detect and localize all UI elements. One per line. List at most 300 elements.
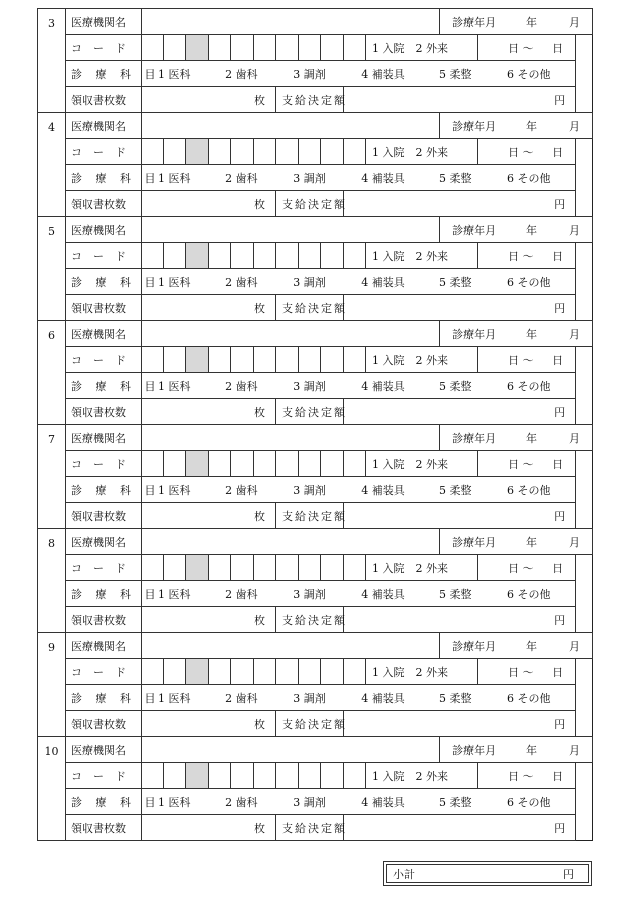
subject-label: 診 療 科 目 bbox=[66, 165, 142, 191]
subject-option[interactable]: 3 調剤 bbox=[293, 795, 326, 809]
treatment-month-field[interactable] bbox=[440, 321, 593, 347]
subject-label: 診 療 科 目 bbox=[66, 789, 142, 815]
entry-block bbox=[37, 8, 593, 113]
institution-field[interactable] bbox=[142, 321, 440, 347]
amount-label: 支給決定額 bbox=[276, 295, 344, 321]
subject-option[interactable]: 3 調剤 bbox=[293, 67, 326, 81]
yen-unit: 円 bbox=[554, 613, 566, 627]
subject-label: 診 療 科 目 bbox=[66, 477, 142, 503]
day-from-label: 日 〜 bbox=[508, 457, 534, 471]
subject-options bbox=[142, 165, 576, 191]
subject-option[interactable]: 6 その他 bbox=[507, 691, 551, 705]
amount-label: 支給決定額 bbox=[276, 191, 344, 217]
code-digit-cell[interactable] bbox=[186, 659, 209, 685]
subject-option[interactable]: 5 柔整 bbox=[438, 691, 472, 705]
subject-option[interactable]: 3 調剤 bbox=[293, 587, 326, 601]
code-digit-cell[interactable] bbox=[344, 347, 366, 373]
entry-block bbox=[37, 216, 593, 321]
day-to-label: 日 bbox=[552, 457, 564, 471]
code-digit-cell[interactable] bbox=[321, 659, 344, 685]
receipts-count-field[interactable] bbox=[142, 399, 276, 425]
day-range-field[interactable] bbox=[478, 763, 576, 789]
code-digit-cell[interactable] bbox=[276, 555, 299, 581]
month-label: 月 bbox=[569, 223, 580, 237]
subject-option[interactable]: 3 調剤 bbox=[293, 379, 326, 393]
code-digit-cell[interactable] bbox=[344, 139, 366, 165]
institution-label: 医療機関名 bbox=[66, 425, 142, 451]
code-digit-cell[interactable] bbox=[276, 763, 299, 789]
code-digit-cell[interactable] bbox=[276, 35, 299, 61]
institution-field[interactable] bbox=[142, 633, 440, 659]
inpatient-outpatient-option[interactable]: 1 入院 2 外来 bbox=[366, 35, 478, 61]
subtotal-unit: 円 bbox=[563, 867, 574, 881]
code-digit-cell[interactable] bbox=[231, 659, 254, 685]
code-label: コ ー ド bbox=[66, 243, 142, 269]
subtotal-label: 小計 bbox=[393, 867, 415, 881]
receipts-label: 領収書枚数 bbox=[66, 295, 142, 321]
subject-option[interactable]: 2 歯科 bbox=[225, 275, 258, 289]
code-digit-cell[interactable] bbox=[164, 347, 186, 373]
code-digit-cell[interactable] bbox=[186, 139, 209, 165]
code-digit-cell[interactable] bbox=[276, 451, 299, 477]
code-digit-cell[interactable] bbox=[254, 243, 276, 269]
institution-field[interactable] bbox=[142, 113, 440, 139]
code-label: コ ー ド bbox=[66, 555, 142, 581]
subject-option[interactable]: 6 その他 bbox=[507, 795, 551, 809]
month-label: 月 bbox=[569, 535, 580, 549]
code-digit-cell[interactable] bbox=[344, 659, 366, 685]
day-from-label: 日 〜 bbox=[508, 353, 534, 367]
receipts-count-field[interactable] bbox=[142, 815, 276, 841]
amount-label: 支給決定額 bbox=[276, 399, 344, 425]
code-digit-cell[interactable] bbox=[142, 555, 164, 581]
code-digit-cell[interactable] bbox=[276, 243, 299, 269]
day-from-label: 日 〜 bbox=[508, 145, 534, 159]
subject-option[interactable]: 2 歯科 bbox=[225, 379, 258, 393]
subject-option[interactable]: 5 柔整 bbox=[438, 587, 472, 601]
code-digit-cell[interactable] bbox=[344, 555, 366, 581]
institution-field[interactable] bbox=[142, 529, 440, 555]
code-digit-cell[interactable] bbox=[276, 347, 299, 373]
subject-label: 診 療 科 目 bbox=[66, 269, 142, 295]
amount-label: 支給決定額 bbox=[276, 711, 344, 737]
subject-options bbox=[142, 477, 576, 503]
code-label: コ ー ド bbox=[66, 347, 142, 373]
subject-option[interactable]: 4 補装具 bbox=[361, 587, 405, 601]
subject-option[interactable]: 3 調剤 bbox=[293, 171, 326, 185]
code-digit-cell[interactable] bbox=[321, 35, 344, 61]
entry-block bbox=[37, 424, 593, 529]
day-to-label: 日 bbox=[552, 561, 564, 575]
receipts-count-field[interactable] bbox=[142, 87, 276, 113]
code-digit-cell[interactable] bbox=[344, 35, 366, 61]
subject-option[interactable]: 5 柔整 bbox=[438, 795, 472, 809]
month-label: 月 bbox=[569, 639, 580, 653]
code-digit-cell[interactable] bbox=[231, 451, 254, 477]
institution-field[interactable] bbox=[142, 425, 440, 451]
institution-label: 医療機関名 bbox=[66, 9, 142, 35]
code-digit-cell[interactable] bbox=[254, 139, 276, 165]
amount-label: 支給決定額 bbox=[276, 607, 344, 633]
code-label: コ ー ド bbox=[66, 763, 142, 789]
receipts-count-field[interactable] bbox=[142, 191, 276, 217]
subject-option[interactable]: 1 医科 bbox=[158, 483, 191, 497]
subject-options bbox=[142, 61, 576, 87]
yen-unit: 円 bbox=[554, 821, 566, 835]
code-digit-cell[interactable] bbox=[186, 243, 209, 269]
day-range-field[interactable] bbox=[478, 451, 576, 477]
inpatient-outpatient-option[interactable]: 1 入院 2 外来 bbox=[366, 139, 478, 165]
subject-option[interactable]: 2 歯科 bbox=[225, 483, 258, 497]
code-digit-cell[interactable] bbox=[164, 35, 186, 61]
year-label: 年 bbox=[526, 639, 537, 653]
subject-option[interactable]: 2 歯科 bbox=[225, 171, 258, 185]
entry-block bbox=[37, 736, 593, 841]
institution-field[interactable] bbox=[142, 217, 440, 243]
code-digit-cell[interactable] bbox=[299, 763, 321, 789]
month-label: 月 bbox=[569, 431, 580, 445]
treatment-month-field[interactable] bbox=[440, 633, 593, 659]
subject-option[interactable]: 1 医科 bbox=[158, 691, 191, 705]
yen-unit: 円 bbox=[554, 93, 566, 107]
treatment-month-label: 診療年月 bbox=[452, 639, 497, 653]
code-digit-cell[interactable] bbox=[142, 139, 164, 165]
year-label: 年 bbox=[526, 431, 537, 445]
subject-option[interactable]: 4 補装具 bbox=[361, 691, 405, 705]
amount-field[interactable] bbox=[344, 815, 576, 841]
entry-block bbox=[37, 632, 593, 737]
treatment-month-label: 診療年月 bbox=[452, 15, 497, 29]
subject-option[interactable]: 6 その他 bbox=[507, 379, 551, 393]
amount-field[interactable] bbox=[344, 711, 576, 737]
subject-option[interactable]: 3 調剤 bbox=[293, 691, 326, 705]
subject-options bbox=[142, 685, 576, 711]
code-digit-cell[interactable] bbox=[209, 139, 231, 165]
subject-option[interactable]: 1 医科 bbox=[158, 587, 191, 601]
code-digit-cell[interactable] bbox=[186, 451, 209, 477]
day-range-field[interactable] bbox=[478, 347, 576, 373]
subject-option[interactable]: 6 その他 bbox=[507, 275, 551, 289]
day-range-field[interactable] bbox=[478, 139, 576, 165]
treatment-month-field[interactable] bbox=[440, 737, 593, 763]
subject-options bbox=[142, 373, 576, 399]
subject-option[interactable]: 1 医科 bbox=[158, 275, 191, 289]
code-digit-cell[interactable] bbox=[231, 139, 254, 165]
treatment-month-label: 診療年月 bbox=[452, 327, 497, 341]
code-digit-cell[interactable] bbox=[164, 659, 186, 685]
code-digit-cell[interactable] bbox=[254, 659, 276, 685]
subject-option[interactable]: 5 柔整 bbox=[438, 67, 472, 81]
code-digit-cell[interactable] bbox=[164, 243, 186, 269]
treatment-month-field[interactable] bbox=[440, 9, 593, 35]
code-digit-cell[interactable] bbox=[231, 243, 254, 269]
institution-label: 医療機関名 bbox=[66, 217, 142, 243]
code-label: コ ー ド bbox=[66, 451, 142, 477]
block-number: 7 bbox=[38, 425, 66, 529]
code-digit-cell[interactable] bbox=[344, 243, 366, 269]
year-label: 年 bbox=[526, 535, 537, 549]
month-label: 月 bbox=[569, 327, 580, 341]
code-digit-cell[interactable] bbox=[254, 35, 276, 61]
treatment-month-field[interactable] bbox=[440, 529, 593, 555]
receipts-label: 領収書枚数 bbox=[66, 399, 142, 425]
institution-field[interactable] bbox=[142, 9, 440, 35]
subject-option[interactable]: 3 調剤 bbox=[293, 483, 326, 497]
code-digit-cell[interactable] bbox=[186, 555, 209, 581]
treatment-month-label: 診療年月 bbox=[452, 223, 497, 237]
amount-field[interactable] bbox=[344, 191, 576, 217]
code-label: コ ー ド bbox=[66, 35, 142, 61]
code-digit-cell[interactable] bbox=[164, 451, 186, 477]
code-digit-cell[interactable] bbox=[321, 763, 344, 789]
code-digit-cell[interactable] bbox=[186, 35, 209, 61]
subject-option[interactable]: 5 柔整 bbox=[438, 483, 472, 497]
subject-label: 診 療 科 目 bbox=[66, 581, 142, 607]
code-digit-cell[interactable] bbox=[299, 555, 321, 581]
amount-label: 支給決定額 bbox=[276, 87, 344, 113]
institution-label: 医療機関名 bbox=[66, 633, 142, 659]
subject-option[interactable]: 1 医科 bbox=[158, 379, 191, 393]
entry-block bbox=[37, 528, 593, 633]
receipts-label: 領収書枚数 bbox=[66, 815, 142, 841]
entry-block bbox=[37, 320, 593, 425]
receipts-count-field[interactable] bbox=[142, 607, 276, 633]
amount-field[interactable] bbox=[344, 295, 576, 321]
code-digit-cell[interactable] bbox=[142, 243, 164, 269]
day-from-label: 日 〜 bbox=[508, 561, 534, 575]
institution-field[interactable] bbox=[142, 737, 440, 763]
subject-option[interactable]: 6 その他 bbox=[507, 483, 551, 497]
code-digit-cell[interactable] bbox=[344, 451, 366, 477]
day-range-field[interactable] bbox=[478, 555, 576, 581]
sheets-unit: 枚 bbox=[254, 405, 265, 419]
day-to-label: 日 bbox=[552, 249, 564, 263]
code-digit-cell[interactable] bbox=[164, 763, 186, 789]
subject-option[interactable]: 4 補装具 bbox=[361, 275, 405, 289]
block-number: 6 bbox=[38, 321, 66, 425]
code-digit-cell[interactable] bbox=[299, 451, 321, 477]
subject-option[interactable]: 4 補装具 bbox=[361, 795, 405, 809]
code-digit-cell[interactable] bbox=[321, 347, 344, 373]
inpatient-outpatient-option[interactable]: 1 入院 2 外来 bbox=[366, 243, 478, 269]
code-digit-cell[interactable] bbox=[276, 139, 299, 165]
code-digit-cell[interactable] bbox=[299, 35, 321, 61]
subject-option[interactable]: 5 柔整 bbox=[438, 171, 472, 185]
receipts-label: 領収書枚数 bbox=[66, 607, 142, 633]
code-digit-cell[interactable] bbox=[321, 243, 344, 269]
code-label: コ ー ド bbox=[66, 139, 142, 165]
code-digit-cell[interactable] bbox=[231, 555, 254, 581]
inpatient-outpatient-option[interactable]: 1 入院 2 外来 bbox=[366, 763, 478, 789]
yen-unit: 円 bbox=[554, 301, 566, 315]
amount-field[interactable] bbox=[344, 87, 576, 113]
amount-label: 支給決定額 bbox=[276, 503, 344, 529]
day-from-label: 日 〜 bbox=[508, 41, 534, 55]
treatment-month-label: 診療年月 bbox=[452, 431, 497, 445]
code-digit-cell[interactable] bbox=[321, 139, 344, 165]
day-to-label: 日 bbox=[552, 769, 564, 783]
subject-option[interactable]: 4 補装具 bbox=[361, 171, 405, 185]
yen-unit: 円 bbox=[554, 197, 566, 211]
institution-label: 医療機関名 bbox=[66, 113, 142, 139]
subject-option[interactable]: 4 補装具 bbox=[361, 483, 405, 497]
receipts-label: 領収書枚数 bbox=[66, 87, 142, 113]
code-digit-cell[interactable] bbox=[142, 659, 164, 685]
subject-options bbox=[142, 789, 576, 815]
day-from-label: 日 〜 bbox=[508, 249, 534, 263]
code-digit-cell[interactable] bbox=[142, 451, 164, 477]
inpatient-outpatient-option[interactable]: 1 入院 2 外来 bbox=[366, 555, 478, 581]
code-digit-cell[interactable] bbox=[164, 139, 186, 165]
block-number: 3 bbox=[38, 9, 66, 113]
code-digit-cell[interactable] bbox=[186, 763, 209, 789]
day-from-label: 日 〜 bbox=[508, 769, 534, 783]
amount-field[interactable] bbox=[344, 607, 576, 633]
code-digit-cell[interactable] bbox=[186, 347, 209, 373]
code-digit-cell[interactable] bbox=[209, 555, 231, 581]
code-digit-cell[interactable] bbox=[142, 347, 164, 373]
treatment-month-field[interactable] bbox=[440, 113, 593, 139]
subject-option[interactable]: 1 医科 bbox=[158, 795, 191, 809]
subtotal-box bbox=[383, 861, 592, 886]
receipts-count-field[interactable] bbox=[142, 711, 276, 737]
yen-unit: 円 bbox=[554, 405, 566, 419]
code-digit-cell[interactable] bbox=[209, 659, 231, 685]
day-from-label: 日 〜 bbox=[508, 665, 534, 679]
sheets-unit: 枚 bbox=[254, 509, 265, 523]
institution-label: 医療機関名 bbox=[66, 737, 142, 763]
code-digit-cell[interactable] bbox=[209, 347, 231, 373]
code-digit-cell[interactable] bbox=[344, 763, 366, 789]
day-range-field[interactable] bbox=[478, 243, 576, 269]
receipts-label: 領収書枚数 bbox=[66, 191, 142, 217]
day-range-field[interactable] bbox=[478, 659, 576, 685]
code-digit-cell[interactable] bbox=[254, 347, 276, 373]
institution-label: 医療機関名 bbox=[66, 529, 142, 555]
subject-option[interactable]: 1 医科 bbox=[158, 171, 191, 185]
code-digit-cell[interactable] bbox=[231, 763, 254, 789]
receipts-label: 領収書枚数 bbox=[66, 711, 142, 737]
sheets-unit: 枚 bbox=[254, 301, 265, 315]
day-to-label: 日 bbox=[552, 145, 564, 159]
subject-option[interactable]: 2 歯科 bbox=[225, 691, 258, 705]
inpatient-outpatient-option[interactable]: 1 入院 2 外来 bbox=[366, 347, 478, 373]
block-number: 10 bbox=[38, 737, 66, 841]
subject-option[interactable]: 3 調剤 bbox=[293, 275, 326, 289]
month-label: 月 bbox=[569, 119, 580, 133]
receipts-label: 領収書枚数 bbox=[66, 503, 142, 529]
code-digit-cell[interactable] bbox=[276, 659, 299, 685]
code-digit-cell[interactable] bbox=[142, 763, 164, 789]
subject-option[interactable]: 5 柔整 bbox=[438, 379, 472, 393]
block-number: 9 bbox=[38, 633, 66, 737]
year-label: 年 bbox=[526, 119, 537, 133]
treatment-month-label: 診療年月 bbox=[452, 119, 497, 133]
subject-option[interactable]: 6 その他 bbox=[507, 171, 551, 185]
sheets-unit: 枚 bbox=[254, 197, 265, 211]
amount-field[interactable] bbox=[344, 399, 576, 425]
sheets-unit: 枚 bbox=[254, 613, 265, 627]
subject-option[interactable]: 2 歯科 bbox=[225, 67, 258, 81]
treatment-month-label: 診療年月 bbox=[452, 535, 497, 549]
code-digit-cell[interactable] bbox=[299, 243, 321, 269]
treatment-month-label: 診療年月 bbox=[452, 743, 497, 757]
day-range-field[interactable] bbox=[478, 35, 576, 61]
inpatient-outpatient-option[interactable]: 1 入院 2 外来 bbox=[366, 659, 478, 685]
code-digit-cell[interactable] bbox=[231, 347, 254, 373]
code-digit-cell[interactable] bbox=[254, 451, 276, 477]
subject-option[interactable]: 4 補装具 bbox=[361, 379, 405, 393]
entry-block bbox=[37, 112, 593, 217]
code-digit-cell[interactable] bbox=[254, 763, 276, 789]
sheets-unit: 枚 bbox=[254, 717, 265, 731]
year-label: 年 bbox=[526, 223, 537, 237]
yen-unit: 円 bbox=[554, 509, 566, 523]
code-digit-cell[interactable] bbox=[299, 659, 321, 685]
subject-label: 診 療 科 目 bbox=[66, 685, 142, 711]
code-digit-cell[interactable] bbox=[209, 451, 231, 477]
subject-options bbox=[142, 581, 576, 607]
yen-unit: 円 bbox=[554, 717, 566, 731]
subject-option[interactable]: 6 その他 bbox=[507, 587, 551, 601]
institution-label: 医療機関名 bbox=[66, 321, 142, 347]
day-to-label: 日 bbox=[552, 665, 564, 679]
sheets-unit: 枚 bbox=[254, 821, 265, 835]
treatment-month-field[interactable] bbox=[440, 217, 593, 243]
day-to-label: 日 bbox=[552, 41, 564, 55]
subject-option[interactable]: 4 補装具 bbox=[361, 67, 405, 81]
code-digit-cell[interactable] bbox=[142, 35, 164, 61]
code-digit-cell[interactable] bbox=[299, 139, 321, 165]
subject-option[interactable]: 2 歯科 bbox=[225, 795, 258, 809]
block-number: 4 bbox=[38, 113, 66, 217]
receipts-count-field[interactable] bbox=[142, 503, 276, 529]
sheets-unit: 枚 bbox=[254, 93, 265, 107]
amount-label: 支給決定額 bbox=[276, 815, 344, 841]
code-digit-cell[interactable] bbox=[209, 243, 231, 269]
code-digit-cell[interactable] bbox=[299, 347, 321, 373]
month-label: 月 bbox=[569, 15, 580, 29]
receipts-count-field[interactable] bbox=[142, 295, 276, 321]
subject-option[interactable]: 6 その他 bbox=[507, 67, 551, 81]
subject-label: 診 療 科 目 bbox=[66, 373, 142, 399]
year-label: 年 bbox=[526, 15, 537, 29]
code-digit-cell[interactable] bbox=[209, 35, 231, 61]
year-label: 年 bbox=[526, 743, 537, 757]
subject-option[interactable]: 5 柔整 bbox=[438, 275, 472, 289]
code-digit-cell[interactable] bbox=[209, 763, 231, 789]
year-label: 年 bbox=[526, 327, 537, 341]
code-digit-cell[interactable] bbox=[231, 35, 254, 61]
subject-options bbox=[142, 269, 576, 295]
block-number: 8 bbox=[38, 529, 66, 633]
subject-option[interactable]: 1 医科 bbox=[158, 67, 191, 81]
inpatient-outpatient-option[interactable]: 1 入院 2 外来 bbox=[366, 451, 478, 477]
code-digit-cell[interactable] bbox=[254, 555, 276, 581]
subject-label: 診 療 科 目 bbox=[66, 61, 142, 87]
month-label: 月 bbox=[569, 743, 580, 757]
block-number: 5 bbox=[38, 217, 66, 321]
subject-option[interactable]: 2 歯科 bbox=[225, 587, 258, 601]
code-label: コ ー ド bbox=[66, 659, 142, 685]
code-digit-cell[interactable] bbox=[321, 555, 344, 581]
code-digit-cell[interactable] bbox=[164, 555, 186, 581]
treatment-month-field[interactable] bbox=[440, 425, 593, 451]
amount-field[interactable] bbox=[344, 503, 576, 529]
claim-form bbox=[37, 8, 593, 841]
code-digit-cell[interactable] bbox=[321, 451, 344, 477]
day-to-label: 日 bbox=[552, 353, 564, 367]
